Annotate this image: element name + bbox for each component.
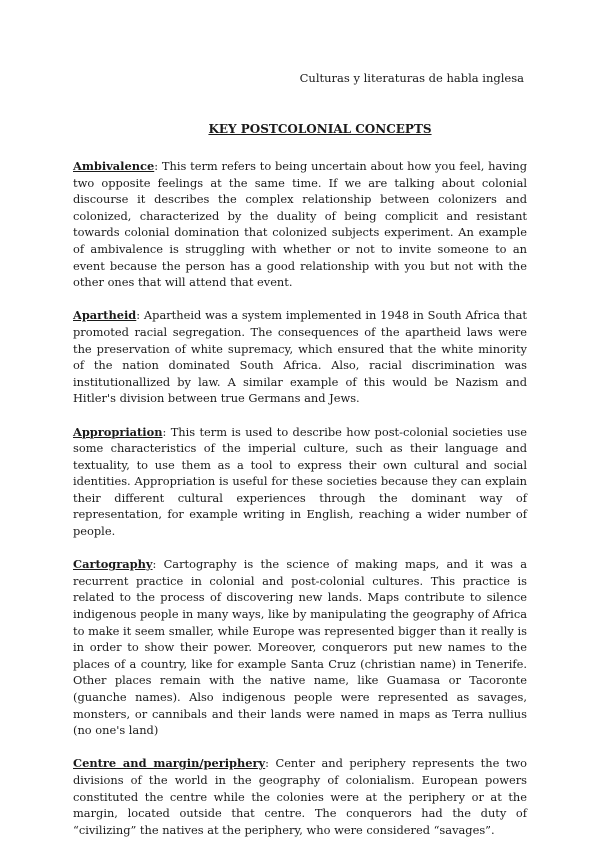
entry-cartography bbox=[73, 556, 527, 739]
entry-appropriation bbox=[73, 424, 527, 540]
term-cartography: Cartography bbox=[73, 557, 153, 572]
course-header: Culturas y literaturas de habla inglesa bbox=[299, 71, 524, 85]
term-centre-and-margin: Centre and margin/periphery bbox=[73, 756, 266, 771]
entry-ambivalence bbox=[73, 158, 527, 291]
definition-centre-and-margin: : Center and periphery represents the two divisions of the world in the geography of colonialism. European powers constituted the centre while the colonies were at the periphery or at the margin, located outside that centre. The conquerors had the duty of “civilizing” the natives at the periphery, who were considered “savages”. bbox=[73, 756, 527, 837]
definition-cartography: : Cartography is the science of making maps, and it was a recurrent practice in colonial and post-colonial cultures. This practice is related to the process of discovering new lands. Maps contribute to silence indigenous people in many ways, like by manipulating the geography of Africa to make it seem smaller, while Europe was represented bigger than it really is in order to show their power. Moreover, conquerors put new names to the places of a country, like for example Santa Cruz (christian name) in Tenerife. Other places remain with the native name, like Guamasa or Tacoronte (guanche names). Also indigenous people were represented as savages, monsters, or cannibals and their lands were named in maps as Terra nullius (no one's land) bbox=[73, 557, 527, 738]
definition-apartheid: : Apartheid was a system implemented in 1948 in South Africa that promoted racial segregation. The consequences of the apartheid laws were the preservation of white supremacy, which ensured that the white minority of the nation dominated South Africa. Also, racial discrimination was institutionallized by law. A similar example of this would be Nazism and Hitler's division between true Germans and Jews. bbox=[73, 308, 527, 406]
entry-centre-and-margin bbox=[73, 755, 527, 838]
document-body bbox=[73, 158, 527, 855]
term-appropriation: Appropriation bbox=[73, 424, 163, 439]
definition-ambivalence: : This term refers to being uncertain about how you feel, having two opposite feelings at the same time. If we are talking about colonial discourse it describes the complex relationship between colonizers and colonized, characterized by the duality of being complicit and resistant towards colonial domination that colonized subjects experiment. An example of ambivalence is struggling with whether or not to invite someone to an event because the person has a good relationship with you but not with the other ones that will attend that event. bbox=[73, 159, 527, 290]
term-apartheid: Apartheid bbox=[73, 308, 137, 323]
definition-appropriation: : This term is used to describe how post-colonial societies use some characteristics of the imperial culture, such as their language and textuality, to use them as a tool to express their own cultural and social identities. Appropriation is useful for these societies because they can explain their different cultural experiences through the dominant way of representation, for example writing in English, reaching a wider number of people. bbox=[73, 424, 527, 539]
entry-apartheid bbox=[73, 307, 527, 407]
page-title: KEY POSTCOLONIAL CONCEPTS bbox=[208, 122, 432, 136]
term-ambivalence: Ambivalence bbox=[73, 159, 155, 173]
